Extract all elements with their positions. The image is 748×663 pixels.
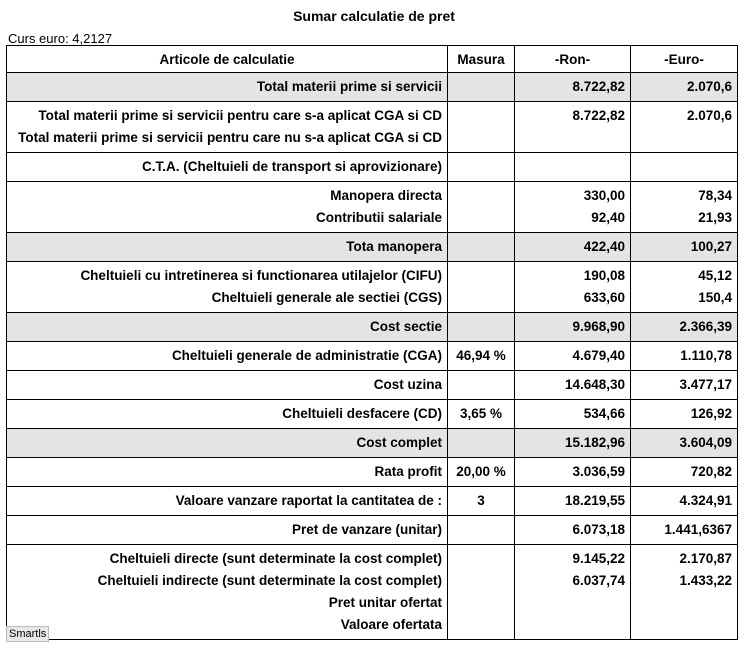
row-ron: 633,60 — [583, 290, 625, 305]
row-euro: 1.110,78 — [680, 348, 732, 363]
table-row — [7, 400, 738, 429]
row-euro: 2.070,6 — [686, 108, 732, 123]
row-label: Valoare vanzare raportat la cantitatea de : — [175, 493, 442, 508]
row-euro: 3.477,17 — [679, 377, 732, 392]
row-euro — [636, 614, 732, 636]
table-row — [7, 182, 738, 233]
row-label: Cheltuieli generale de administratie (CGA) — [171, 348, 442, 363]
row-masura — [453, 76, 509, 98]
row-ron: 8.722,82 — [572, 108, 625, 123]
row-euro: 720,82 — [690, 464, 732, 479]
row-label: Total materii prime si servicii pentru care s-a aplicat CGA si CD — [38, 108, 442, 123]
row-euro: 150,4 — [698, 290, 732, 305]
row-label: Rata profit — [374, 464, 442, 479]
row-label: C.T.A. (Cheltuieli de transport si aprovizionare) — [141, 159, 442, 174]
row-label: Cheltuieli directe (sunt determinate la cost complet) — [109, 551, 442, 566]
table-row — [7, 516, 738, 545]
row-ron — [520, 592, 625, 614]
row-euro: 3.604,09 — [679, 435, 732, 450]
row-label: Pret de vanzare (unitar) — [291, 522, 442, 537]
table-row — [7, 313, 738, 342]
row-euro: 1.441,6367 — [664, 522, 732, 537]
row-euro — [636, 592, 732, 614]
row-ron: 15.182,96 — [564, 435, 625, 450]
table-row — [7, 262, 738, 313]
row-euro: 2.366,39 — [679, 319, 732, 334]
row-ron: 190,08 — [583, 268, 625, 283]
row-label: Tota manopera — [346, 239, 442, 254]
row-label: Pret unitar ofertat — [328, 595, 442, 610]
header-euro: -Euro- — [631, 46, 738, 73]
row-label: Manopera directa — [330, 188, 442, 203]
row-euro: 1.433,22 — [679, 573, 732, 588]
row-euro: 4.324,91 — [679, 493, 732, 508]
row-ron: 14.648,30 — [564, 377, 625, 392]
row-label: Cheltuieli cu intretinerea si functionarea utilajelor (CIFU) — [80, 268, 442, 283]
price-calculation-table — [6, 45, 738, 640]
page-title: Sumar calculatie de pret — [293, 8, 455, 24]
footer-brand: Smartls — [6, 626, 49, 642]
row-ron: 3.036,59 — [572, 464, 625, 479]
table-row — [7, 458, 738, 487]
row-ron: 6.037,74 — [572, 573, 625, 588]
row-euro: 45,12 — [698, 268, 732, 283]
table-row — [7, 342, 738, 371]
row-label: Valoare ofertata — [340, 617, 442, 632]
row-masura: 46,94 % — [456, 348, 506, 363]
table-header-row — [7, 46, 738, 73]
row-masura: 3 — [477, 493, 485, 508]
row-label: Total materii prime si servicii — [256, 79, 442, 94]
row-label: Cost uzina — [373, 377, 442, 392]
row-ron — [520, 614, 625, 636]
header-ron: -Ron- — [515, 46, 631, 73]
row-ron: 6.073,18 — [572, 522, 625, 537]
row-label: Contributii salariale — [315, 210, 442, 225]
exchange-rate: Curs euro: 4,2127 — [8, 31, 113, 46]
row-label: Cost complet — [356, 435, 442, 450]
row-ron: 18.219,55 — [564, 493, 625, 508]
row-label: Cheltuieli desfacere (CD) — [282, 406, 442, 421]
table-row — [7, 102, 738, 153]
row-ron: 422,40 — [583, 239, 625, 254]
table-row — [7, 371, 738, 400]
row-masura: 3,65 % — [459, 406, 503, 421]
row-euro: 2.070,6 — [686, 79, 732, 94]
table-row — [7, 487, 738, 516]
row-euro: 126,92 — [690, 406, 732, 421]
row-ron: 4.679,40 — [572, 348, 625, 363]
row-label: Total materii prime si servicii pentru care nu s-a aplicat CGA si CD — [18, 130, 442, 145]
header-articole: Articole de calculatie — [7, 46, 448, 73]
table-row — [7, 233, 738, 262]
table-row — [7, 73, 738, 102]
row-label: Cheltuieli generale ale sectiei (CGS) — [211, 290, 442, 305]
row-euro: 21,93 — [698, 210, 732, 225]
header-masura: Masura — [448, 46, 515, 73]
row-ron: 534,66 — [583, 406, 625, 421]
row-euro: 100,27 — [690, 239, 732, 254]
row-masura: 20,00 % — [456, 464, 506, 479]
row-euro: 78,34 — [698, 188, 732, 203]
table-row — [7, 429, 738, 458]
row-label: Cheltuieli indirecte (sunt determinate la cost complet) — [97, 573, 442, 588]
row-ron: 9.968,90 — [572, 319, 625, 334]
row-label: Cost sectie — [369, 319, 442, 334]
table-row — [7, 153, 738, 182]
row-ron: 8.722,82 — [572, 79, 625, 94]
row-ron: 92,40 — [591, 210, 625, 225]
row-ron: 9.145,22 — [572, 551, 625, 566]
table-row — [7, 545, 738, 640]
row-euro: 2.170,87 — [679, 551, 732, 566]
row-ron: 330,00 — [583, 188, 625, 203]
